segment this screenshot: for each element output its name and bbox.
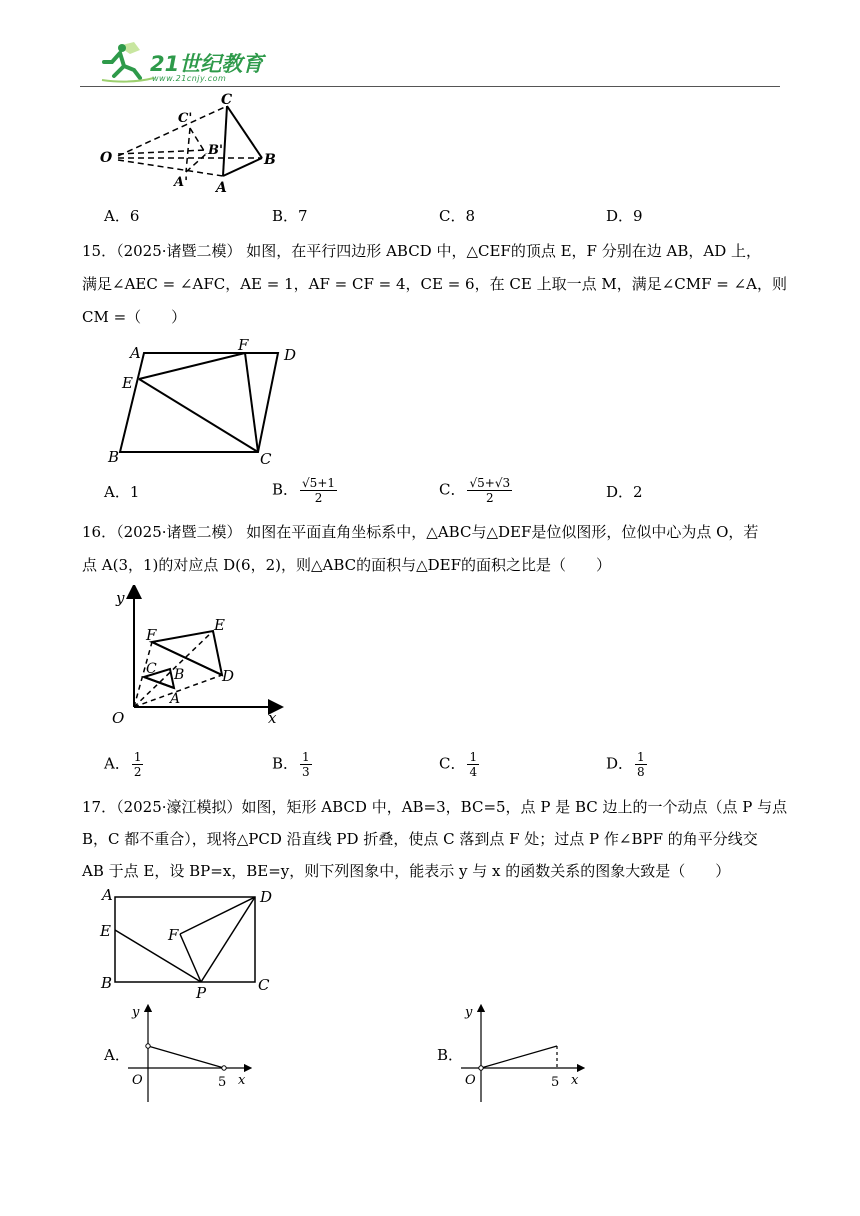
fig17-label-a: A: [102, 886, 113, 904]
fig14-homothety-diagram: [96, 92, 296, 202]
q17a-axis-y: y: [132, 1005, 140, 1020]
q17a-axis-5: 5: [218, 1075, 227, 1090]
fig15-label-a: A: [130, 344, 141, 362]
q17a-axis-o: O: [132, 1073, 143, 1088]
q17b-axis-o: O: [465, 1073, 476, 1088]
q15-text-line2: 满足∠AEC = ∠AFC，AE = 1，AF = CF = 4，CE = 6，在 CE 上取一点 M，满足∠CMF = ∠A，则: [82, 275, 788, 293]
fig17-label-p: P: [196, 984, 207, 998]
fig16-label-e: E: [214, 616, 225, 634]
q15-option-b-num: √5+1: [302, 476, 336, 490]
q17-option-b-graph[interactable]: [459, 1004, 589, 1104]
q16-option-a[interactable]: A． $\frac{1}{2}$: [104, 750, 142, 779]
fig14-label-a-prime: A': [174, 175, 189, 190]
fig17-rectangle-diagram: [98, 886, 288, 998]
fig16-label-f: F: [146, 626, 157, 644]
q15-option-a[interactable]: A．1: [104, 483, 140, 501]
q15-text-line1: 15．（2025·诸暨二模） 如图，在平行四边形 ABCD 中，△CEF的顶点 E，F 分别在边 AB，AD 上，: [82, 242, 761, 260]
fig16-coordinate-diagram: [100, 585, 290, 735]
q17-option-a-label[interactable]: A．: [104, 1046, 130, 1064]
q17-option-b-label[interactable]: B．: [437, 1046, 464, 1064]
fig16-label-o: O: [112, 709, 125, 727]
fig14-label-o: O: [100, 150, 113, 166]
fig15-parallelogram-diagram: [100, 338, 310, 468]
fig15-label-d: D: [284, 346, 297, 364]
fig15-label-c: C: [260, 450, 272, 468]
header-logo: [100, 40, 280, 84]
fig14-label-c: C: [221, 92, 233, 108]
q17b-axis-y: y: [465, 1005, 473, 1020]
fig17-label-f: F: [168, 926, 179, 944]
q16-option-b[interactable]: B． $\frac{1}{3}$: [272, 750, 310, 779]
q16-option-d[interactable]: D． $\frac{1}{8}$: [606, 750, 645, 779]
fig15-label-e: E: [122, 374, 133, 392]
q15-option-d[interactable]: D．2: [606, 483, 643, 501]
logo-text: 21世纪教育: [150, 52, 264, 76]
q17-text-line3: AB 于点 E，设 BP=x，BE=y，则下列图象中，能表示 y 与 x 的函数关系的图象大致是（ ）: [82, 862, 731, 880]
logo-url: www.21cnjy.com: [152, 74, 227, 83]
fig15-label-f: F: [238, 338, 249, 354]
fig17-label-d: D: [260, 888, 273, 906]
fig14-label-c-prime: C': [178, 111, 193, 126]
fig16-label-x: x: [268, 709, 277, 727]
runner-icon: [100, 40, 156, 84]
q16-text-line1: 16．（2025·诸暨二模） 如图在平面直角坐标系中，△ABC与△DEF是位似图形，位似中心为点 O，若: [82, 523, 759, 541]
q16-text-line2: 点 A(3，1)的对应点 D(6，2)，则△ABC的面积与△DEF的面积之比是（ ）: [82, 556, 612, 574]
fig15-label-b: B: [108, 448, 120, 466]
fig16-label-y: y: [116, 589, 125, 607]
q14-option-b[interactable]: B．7: [272, 207, 308, 225]
q15-option-b[interactable]: B． $\frac{√5+1}{2}$: [272, 476, 336, 505]
fig17-label-e: E: [100, 922, 111, 940]
q17-option-a-graph[interactable]: [126, 1004, 256, 1104]
q15-option-b-den: 2: [314, 491, 323, 505]
q16-option-c[interactable]: C． $\frac{1}{4}$: [439, 750, 478, 779]
q15-option-c[interactable]: C． $\frac{√5+√3}{2}$: [439, 476, 511, 505]
q17b-axis-x: x: [571, 1073, 579, 1088]
fig14-label-a: A: [216, 180, 227, 196]
q17-text-line1: 17．（2025·濠江模拟）如图，矩形 ABCD 中，AB=3，BC=5，点 P 是 BC 边上的一个动点（点 P 与点: [82, 798, 788, 816]
q14-option-c[interactable]: C．8: [439, 207, 476, 225]
q15-option-c-den: 2: [485, 491, 494, 505]
fig14-label-b-prime: B': [208, 143, 223, 158]
q17-text-line2: B，C 都不重合），现将△PCD 沿直线 PD 折叠，使点 C 落到点 F 处；过点 P 作∠BPF 的角平分线交: [82, 830, 758, 848]
fig16-label-a: A: [170, 691, 181, 707]
fig16-label-c: C: [146, 661, 157, 677]
q17a-axis-x: x: [238, 1073, 246, 1088]
q15-option-c-num: √5+√3: [469, 476, 511, 490]
fig17-label-c: C: [258, 976, 270, 994]
fig17-label-b: B: [101, 974, 113, 992]
q15-text-line3: CM =（ ）: [82, 308, 187, 326]
header-rule: [80, 86, 780, 87]
q17b-axis-5: 5: [551, 1075, 560, 1090]
q14-option-a[interactable]: A．6: [104, 207, 140, 225]
fig14-label-b: B: [264, 152, 276, 168]
q14-option-d[interactable]: D．9: [606, 207, 643, 225]
fig16-label-b: B: [174, 667, 185, 683]
fig16-label-d: D: [222, 667, 235, 685]
